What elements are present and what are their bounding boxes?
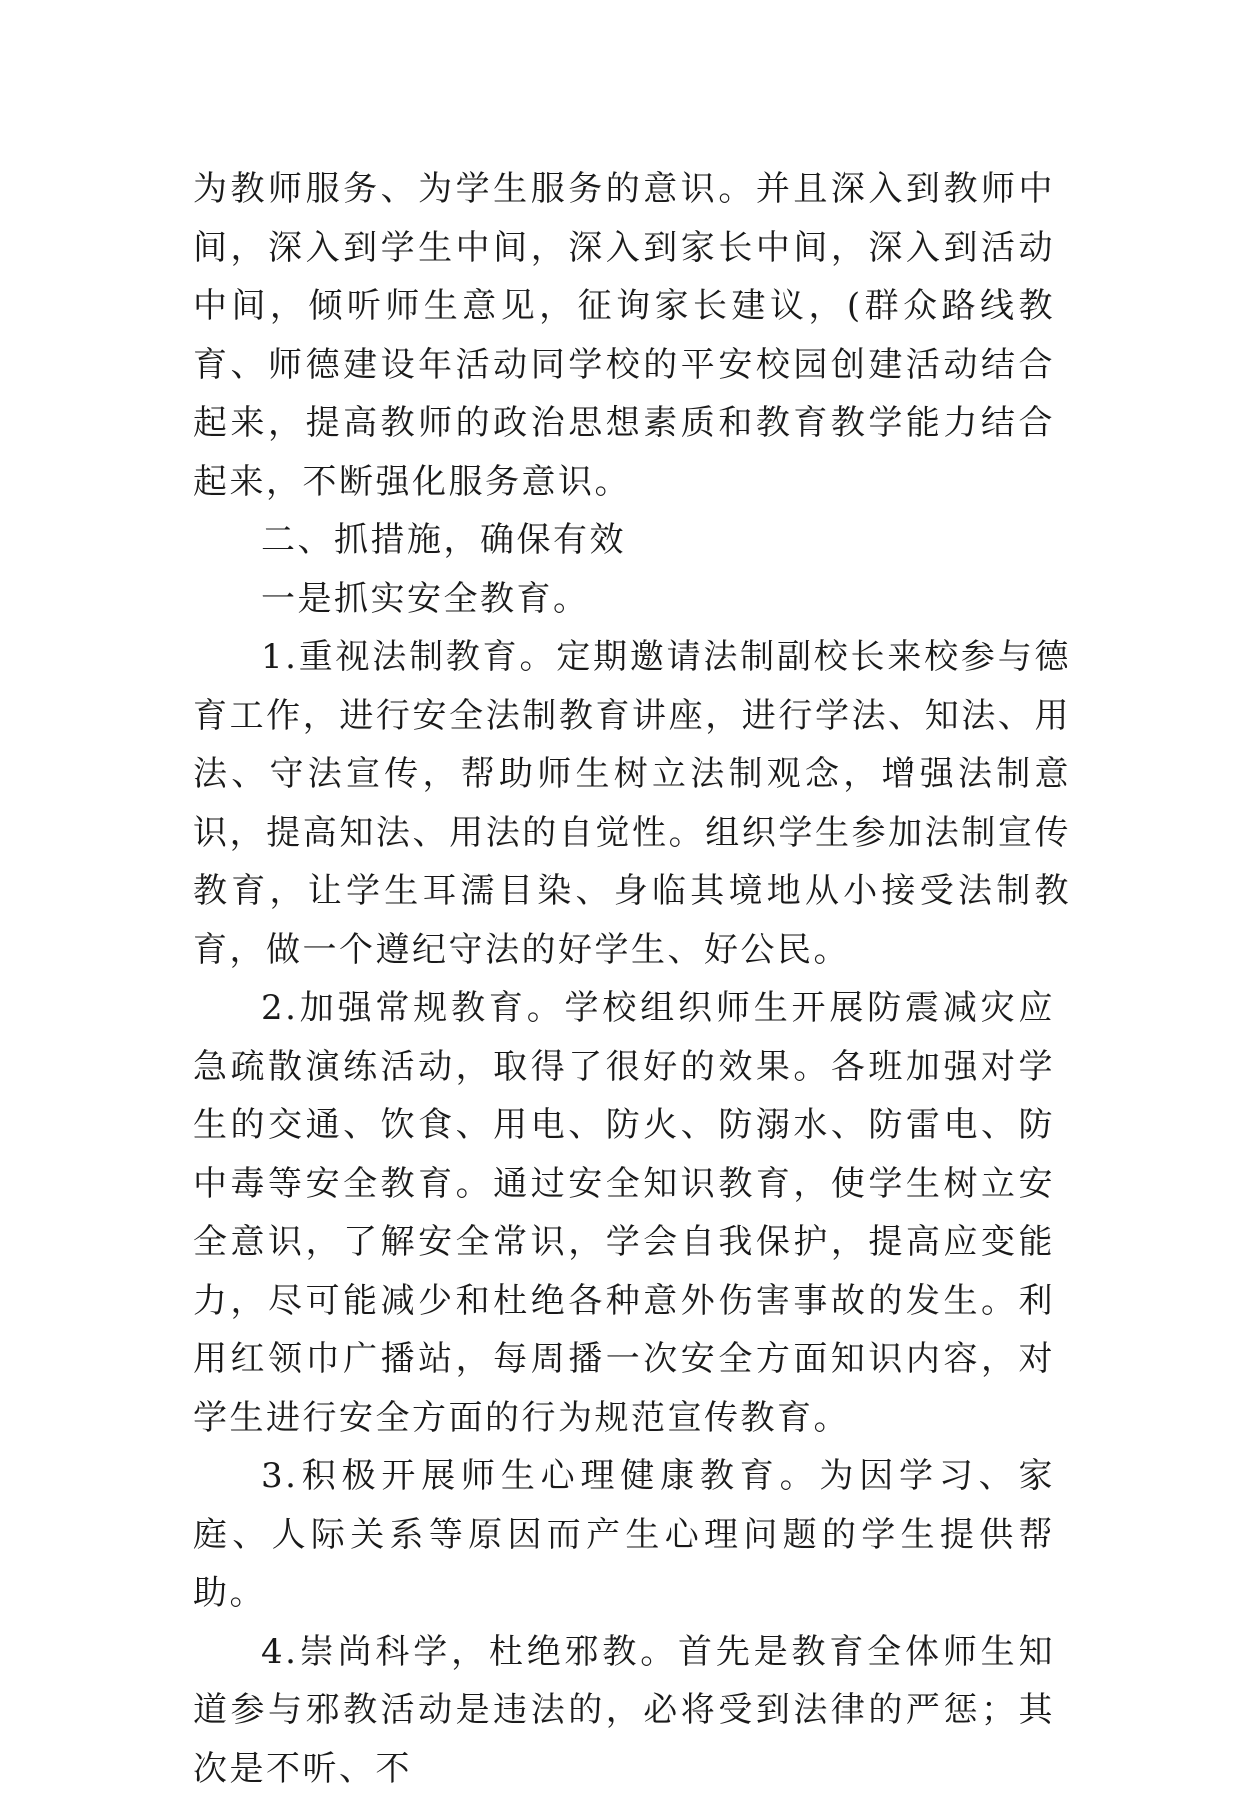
paragraph-mental-health: 3.积极开展师生心理健康教育。为因学习、家庭、人际关系等原因而产生心理问题的学生提供帮助。 xyxy=(193,1447,1055,1623)
subheading-safety-education: 一是抓实安全教育。 xyxy=(193,570,1055,629)
document-body xyxy=(193,160,1055,1798)
paragraph-routine-education: 2.加强常规教育。学校组织师生开展防震减灾应急疏散演练活动，取得了很好的效果。各班加强对学生的交通、饮食、用电、防火、防溺水、防雷电、防中毒等安全教育。通过安全知识教育，使学生树立安全意识，了解安全常识，学会自我保护，提高应变能力，尽可能减少和杜绝各种意外伤害事故的发生。利用红领巾广播站，每周播一次安全方面知识内容，对学生进行安全方面的行为规范宣传教育。 xyxy=(193,979,1055,1447)
section-heading-measures: 二、抓措施，确保有效 xyxy=(193,511,1055,570)
paragraph-service-awareness: 为教师服务、为学生服务的意识。并且深入到教师中间，深入到学生中间，深入到家长中间，深入到活动中间，倾听师生意见，征询家长建议，(群众路线教育、师德建设年活动同学校的平安校园创建活动结合起来，提高教师的政治思想素质和教育教学能力结合起来，不断强化服务意识。 xyxy=(193,160,1055,511)
paragraph-legal-education: 1.重视法制教育。定期邀请法制副校长来校参与德育工作，进行安全法制教育讲座，进行学法、知法、用法、守法宣传，帮助师生树立法制观念，增强法制意识，提高知法、用法的自觉性。组织学生参加法制宣传教育，让学生耳濡目染、身临其境地从小接受法制教育，做一个遵纪守法的好学生、好公民。 xyxy=(193,628,1071,979)
paragraph-science-anti-cult: 4.崇尚科学，杜绝邪教。首先是教育全体师生知道参与邪教活动是违法的，必将受到法律的严惩；其次是不听、不 xyxy=(193,1623,1055,1798)
